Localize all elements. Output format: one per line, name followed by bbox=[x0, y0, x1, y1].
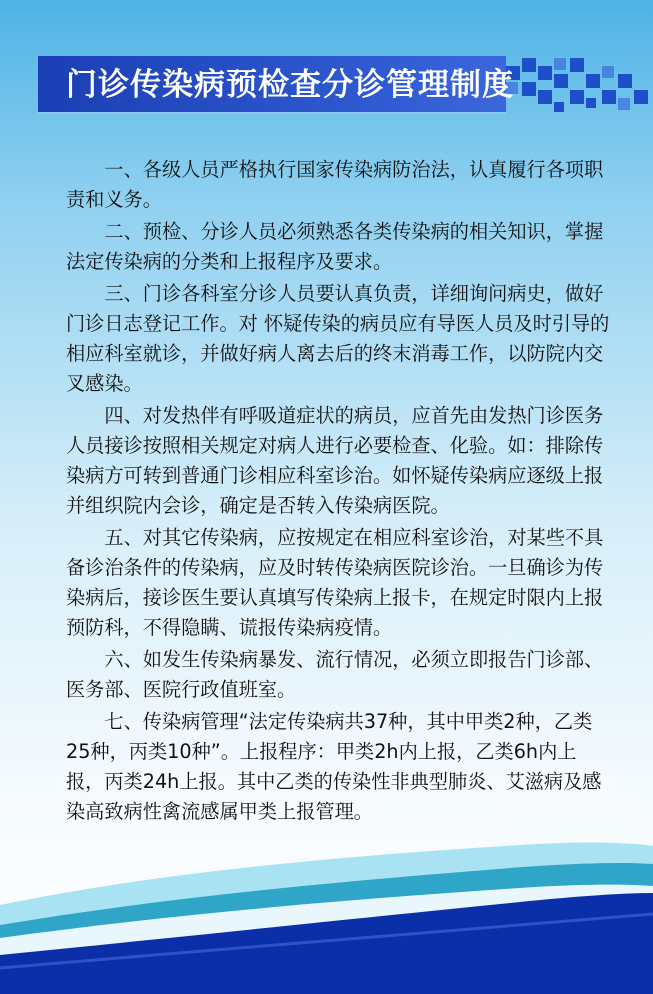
wave-teal bbox=[0, 863, 653, 994]
paragraph-2: 二、预检、分诊人员必须熟悉各类传染病的相关知识，掌握法定传染病的分类和上报程序及要求。 bbox=[66, 220, 604, 273]
wave-dark bbox=[0, 893, 653, 994]
page-title: 门诊传染病预检查分诊管理制度 bbox=[66, 67, 514, 103]
paragraph-4: 四、对发热伴有呼吸道症状的病员，应首先由发热门诊医务人员接诊按照相关规定对病人进行必要检查、化验。如：排除传染病方可转到普通门诊相应科室诊治。如怀疑传染病应逐级上报并组织院内会诊，确定是否转入传染病医院。 bbox=[66, 404, 604, 517]
wave-highlight bbox=[0, 914, 653, 968]
paragraph-5: 五、对其它传染病，应按规定在相应科室诊治，对某些不具备诊治条件的传染病，应及时转传染病医院诊治。一旦确诊为传染病后，接诊医生要认真填写传染病上报卡，在规定时限内上报预防科，不得隐瞒、谎报传染病疫情。 bbox=[66, 526, 604, 639]
paragraph-6: 六、如发生传染病暴发、流行情况，必须立即报告门诊部、医务部、医院行政值班室。 bbox=[66, 648, 604, 701]
regulation-body bbox=[66, 155, 612, 829]
paragraph-3: 三、门诊各科室分诊人员要认真负责，详细询问病史，做好门诊日志登记工作。对 怀疑传染的病员应有导医人员及时引导的相应科室就诊，并做好病人离去后的终末消毒工作，以防院内交叉感染。 bbox=[66, 282, 610, 395]
wave-white-band bbox=[0, 885, 653, 994]
paragraph-7: 七、传染病管理“法定传染病共37种，其中甲类2种，乙类25种，丙类10种”。上报程序：甲类2h内上报，乙类6h内上报，丙类24h上报。其中乙类的传染性非典型肺炎、艾滋病及感染高致病性禽流感属甲类上报管理。 bbox=[66, 710, 602, 823]
paragraph-1: 一、各级人员严格执行国家传染病防治法，认真履行各项职责和义务。 bbox=[66, 158, 604, 211]
wave-light bbox=[0, 842, 653, 994]
